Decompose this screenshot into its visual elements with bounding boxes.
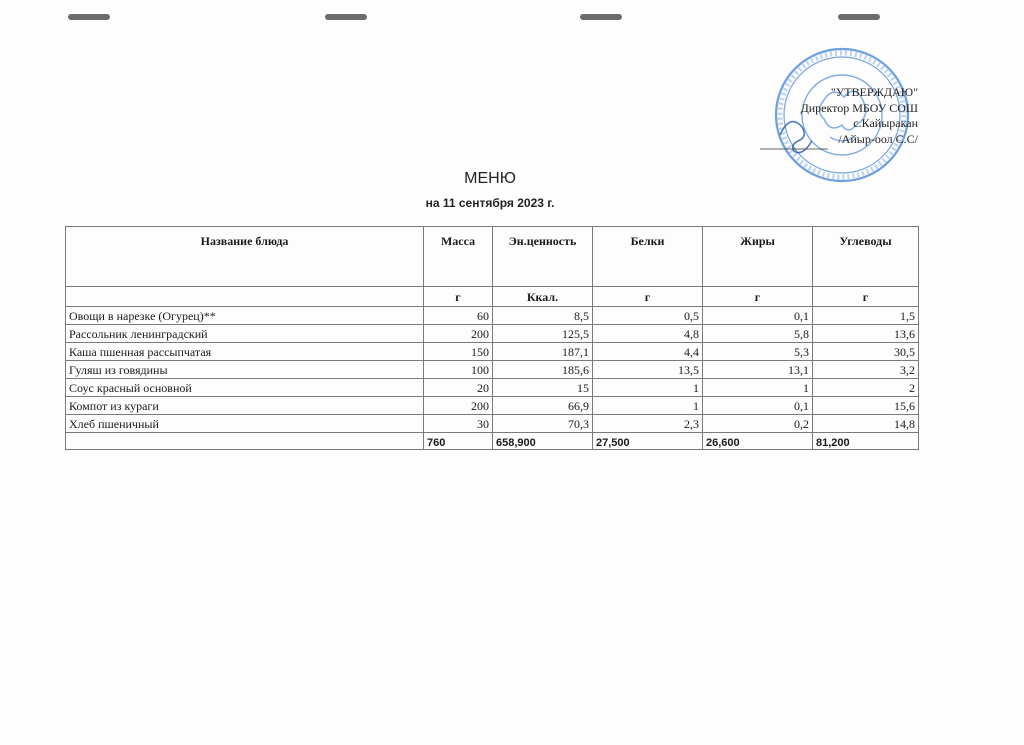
table-row [66, 397, 919, 415]
header-cell: Название блюда [66, 227, 424, 287]
protein-cell: 1 [593, 379, 703, 397]
mass-cell: 30 [424, 415, 493, 433]
total-mass: 760 [424, 433, 493, 450]
table-row [66, 361, 919, 379]
page-title: МЕНЮ [464, 170, 516, 187]
dish-name: Рассольник ленинградский [66, 325, 424, 343]
fat-cell: 5,3 [703, 343, 813, 361]
table-row [66, 307, 919, 325]
unit-cell: г [813, 287, 919, 307]
dish-name: Каша пшенная рассыпчатая [66, 343, 424, 361]
table-row [66, 325, 919, 343]
mass-cell: 20 [424, 379, 493, 397]
mass-cell: 100 [424, 361, 493, 379]
fat-cell: 1 [703, 379, 813, 397]
scan-mark [68, 14, 110, 20]
total-energy: 658,900 [493, 433, 593, 450]
approval-line: "УТВЕРЖДАЮ" [830, 85, 918, 99]
energy-cell: 185,6 [493, 361, 593, 379]
fat-cell: 0,2 [703, 415, 813, 433]
totals-label-cell [66, 433, 424, 450]
carbs-cell: 3,2 [813, 361, 919, 379]
scan-mark [580, 14, 622, 20]
energy-cell: 125,5 [493, 325, 593, 343]
carbs-cell: 15,6 [813, 397, 919, 415]
carbs-cell: 13,6 [813, 325, 919, 343]
total-protein: 27,500 [593, 433, 703, 450]
dish-name: Овощи в нарезке (Огурец)** [66, 307, 424, 325]
totals-row [66, 433, 919, 450]
unit-cell [66, 287, 424, 307]
page-subtitle: на 11 сентября 2023 г. [425, 196, 555, 210]
header-cell: Масса [424, 227, 493, 287]
approval-line: с.Кайыракан [853, 116, 918, 130]
menu-table [65, 226, 919, 450]
carbs-cell: 30,5 [813, 343, 919, 361]
protein-cell: 4,8 [593, 325, 703, 343]
dish-name: Гуляш из говядины [66, 361, 424, 379]
protein-cell: 0,5 [593, 307, 703, 325]
fat-cell: 5,8 [703, 325, 813, 343]
header-cell: Углеводы [813, 227, 919, 287]
mass-cell: 60 [424, 307, 493, 325]
approval-line: Директор МБОУ СОШ [800, 100, 918, 115]
header-cell: Жиры [703, 227, 813, 287]
dish-name: Соус красный основной [66, 379, 424, 397]
approval-line: /Айыр-оол С.С/ [838, 131, 918, 146]
protein-cell: 2,3 [593, 415, 703, 433]
header-cell: Белки [593, 227, 703, 287]
header-row [66, 227, 919, 287]
approval-text [801, 85, 918, 147]
energy-cell: 15 [493, 379, 593, 397]
fat-cell: 0,1 [703, 307, 813, 325]
carbs-cell: 1,5 [813, 307, 919, 325]
protein-cell: 1 [593, 397, 703, 415]
unit-cell: г [703, 287, 813, 307]
units-row [66, 287, 919, 307]
energy-cell: 8,5 [493, 307, 593, 325]
table-row [66, 343, 919, 361]
mass-cell: 150 [424, 343, 493, 361]
scan-mark [838, 14, 880, 20]
unit-cell: г [593, 287, 703, 307]
fat-cell: 0,1 [703, 397, 813, 415]
table-row [66, 415, 919, 433]
total-fat: 26,600 [703, 433, 813, 450]
total-carbs: 81,200 [813, 433, 919, 450]
carbs-cell: 14,8 [813, 415, 919, 433]
scan-mark [325, 14, 367, 20]
dish-name: Компот из кураги [66, 397, 424, 415]
carbs-cell: 2 [813, 379, 919, 397]
mass-cell: 200 [424, 397, 493, 415]
header-cell: Эн.ценность [493, 227, 593, 287]
mass-cell: 200 [424, 325, 493, 343]
table-row [66, 379, 919, 397]
approval-block [760, 45, 940, 185]
dish-name: Хлеб пшеничный [66, 415, 424, 433]
unit-cell: Ккал. [493, 287, 593, 307]
unit-cell: г [424, 287, 493, 307]
energy-cell: 70,3 [493, 415, 593, 433]
protein-cell: 4,4 [593, 343, 703, 361]
energy-cell: 66,9 [493, 397, 593, 415]
energy-cell: 187,1 [493, 343, 593, 361]
fat-cell: 13,1 [703, 361, 813, 379]
protein-cell: 13,5 [593, 361, 703, 379]
